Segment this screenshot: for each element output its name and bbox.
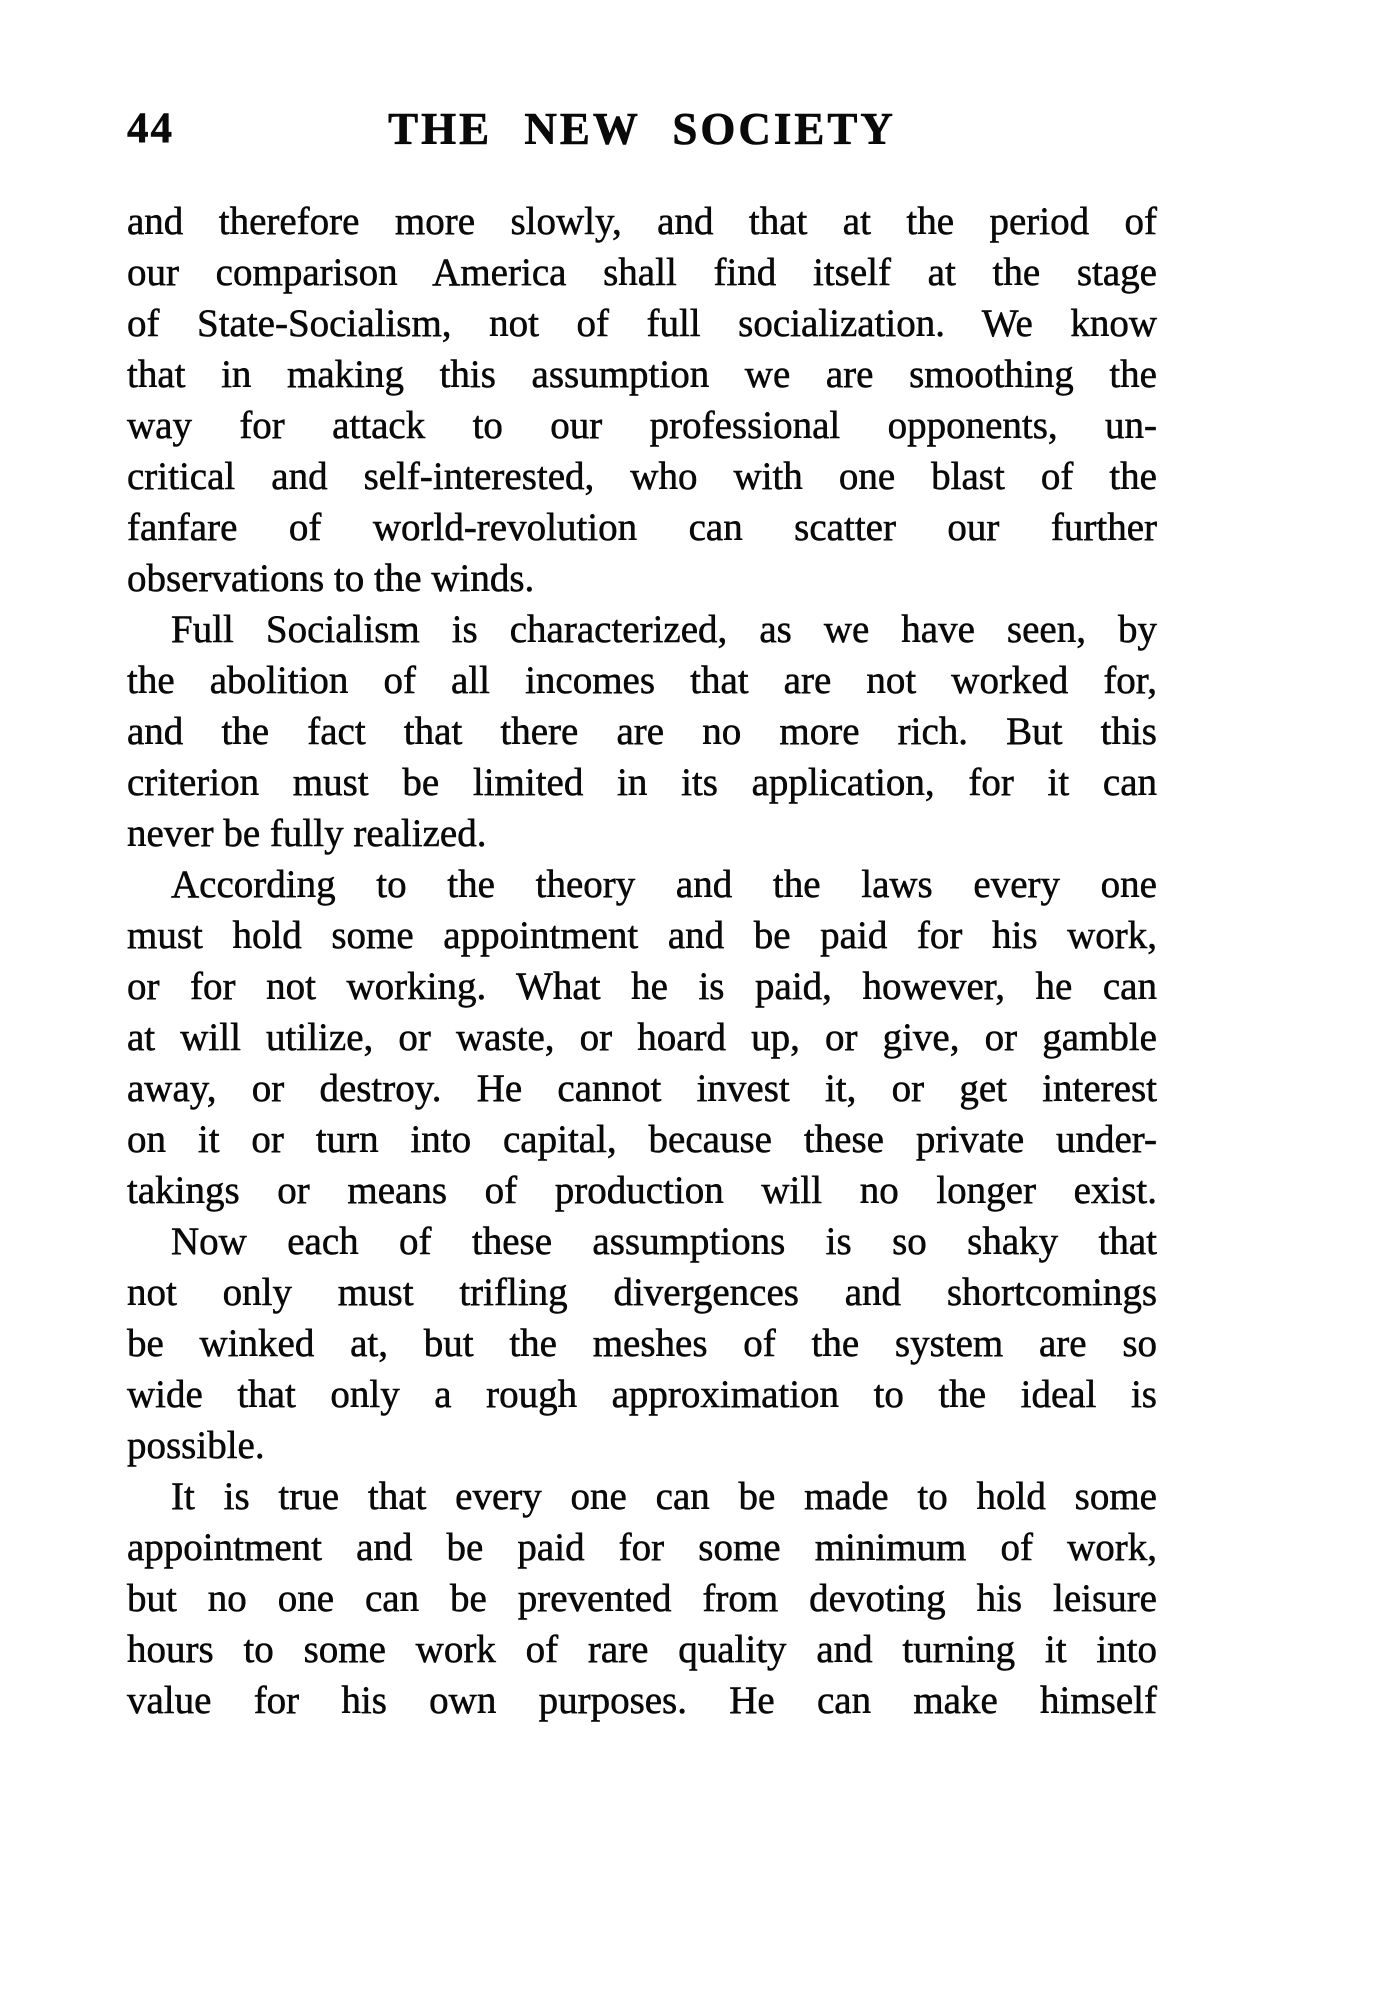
text-line: observations to the winds.	[127, 557, 535, 600]
text-line: at will utilize, or waste, or hoard up, or give, or gamble	[127, 1016, 1157, 1059]
text-line: the abolition of all incomes that are not worked for,	[127, 659, 1157, 702]
text-line: of State-Socialism, not of full socialization. We know	[127, 302, 1157, 345]
text-line: fanfare of world-revolution can scatter our further	[127, 506, 1157, 549]
page-header	[127, 103, 1157, 155]
text-line: According to the theory and the laws every one	[171, 863, 1157, 906]
text-line: on it or turn into capital, because these private under-	[127, 1118, 1157, 1161]
text-line: takings or means of production will no longer exist.	[127, 1169, 1157, 1212]
text-line: Now each of these assumptions is so shaky that	[171, 1220, 1157, 1263]
text-line: or for not working. What he is paid, however, he can	[127, 965, 1157, 1008]
text-line: possible.	[127, 1424, 265, 1467]
text-line: away, or destroy. He cannot invest it, or get interest	[127, 1067, 1157, 1110]
text-line: and therefore more slowly, and that at the period of	[127, 200, 1157, 243]
text-line: Full Socialism is characterized, as we have seen, by	[171, 608, 1157, 651]
text-line: value for his own purposes. He can make himself	[127, 1679, 1157, 1722]
text-line: It is true that every one can be made to hold some	[171, 1475, 1157, 1518]
running-title: THE NEW SOCIETY	[388, 104, 896, 154]
text-line: critical and self-interested, who with one blast of the	[127, 455, 1157, 498]
text-line: appointment and be paid for some minimum of work,	[127, 1526, 1157, 1569]
body-text-block	[127, 196, 1157, 1726]
text-line: wide that only a rough approximation to the ideal is	[127, 1373, 1157, 1416]
text-line: our comparison America shall find itself at the stage	[127, 251, 1157, 294]
text-line: but no one can be prevented from devoting his leisure	[127, 1577, 1157, 1620]
text-line: must hold some appointment and be paid for his work,	[127, 914, 1157, 957]
text-line: be winked at, but the meshes of the system are so	[127, 1322, 1157, 1365]
text-line: that in making this assumption we are smoothing the	[127, 353, 1157, 396]
text-line: way for attack to our professional opponents, un-	[127, 404, 1157, 447]
text-line: not only must trifling divergences and shortcomings	[127, 1271, 1157, 1314]
text-line: criterion must be limited in its application, for it can	[127, 761, 1157, 804]
text-line: and the fact that there are no more rich. But this	[127, 710, 1157, 753]
text-line: never be fully realized.	[127, 812, 487, 855]
page-number: 44	[127, 105, 174, 152]
text-line: hours to some work of rare quality and turning it into	[127, 1628, 1157, 1671]
